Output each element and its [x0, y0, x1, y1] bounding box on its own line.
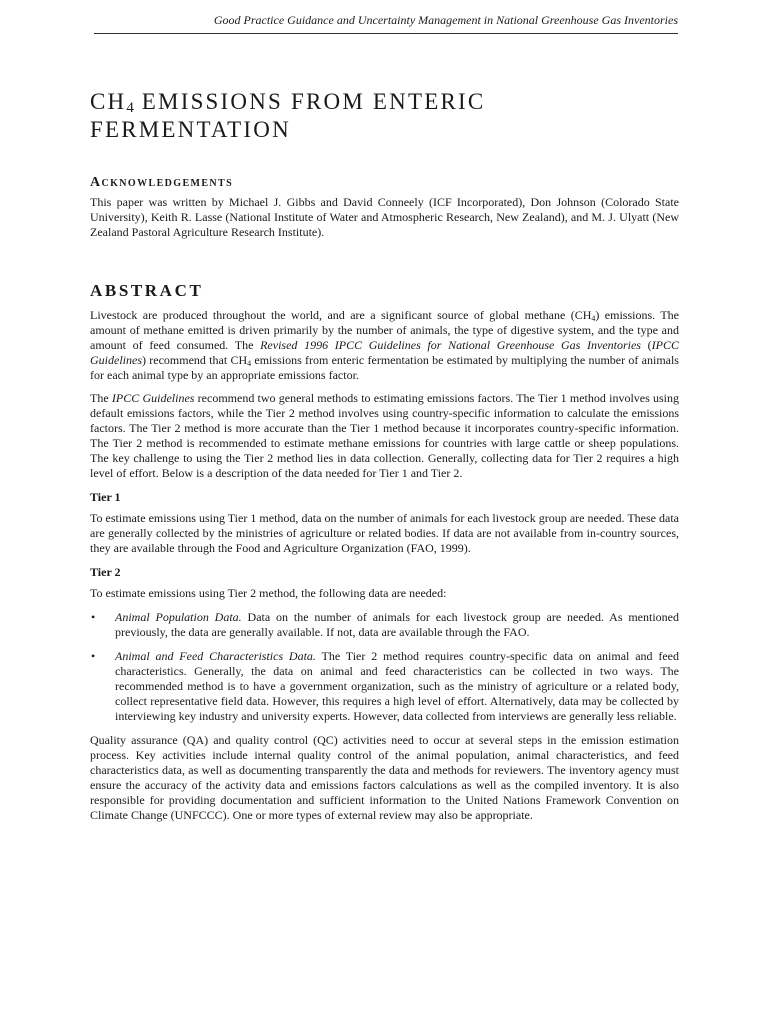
page-content: [90, 88, 679, 823]
title-prefix: CH: [90, 89, 127, 114]
list-item: [90, 649, 679, 724]
bullet-icon: •: [91, 610, 96, 624]
bullet-icon: •: [91, 649, 96, 663]
tier2-data-list: [90, 610, 679, 724]
acknowledgements-text: This paper was written by Michael J. Gibbs and David Conneely (ICF Incorporated), Don Johnson (Colorado State University), Keith R. Lasse (National Institute of Water and Atmospheric Research, New Zealand), and M. J. Ulyatt (New Zealand Pastoral Agriculture Research Institute).: [90, 195, 679, 239]
tier1-heading: Tier 1: [90, 490, 121, 504]
tier2-heading: Tier 2: [90, 565, 121, 579]
acknowledgements-heading: Acknowledgements: [90, 175, 234, 190]
qa-qc-paragraph: Quality assurance (QA) and quality control (QC) activities need to occur at several steps in the emission estimation process. Key activities include internal quality control of the animal population, animal characteristics, and feed characteristics data, as well as documenting transparently the data and methods for reviewers. The inventory agency must ensure the accuracy of the activity data and emissions factors calculations as well as the compiled inventory. It is also responsible for providing documentation and sufficient information to the United Nations Framework Convention on Climate Change (UNFCCC). One or more types of external review may also be appropriate.: [90, 733, 679, 822]
title-line1-rest: EMISSIONS FROM ENTERIC: [133, 89, 486, 114]
running-header: [94, 12, 678, 34]
abstract-heading: ABSTRACT: [90, 281, 204, 300]
list-item-text: Animal and Feed Characteristics Data. The Tier 2 method requires country-specific data on animal and feed characteristics. Generally, the data on animal and feed characteristics can be collected in two ways. The recommended method is to have a government organization, such as the ministry of agriculture or a related body, collect representative field data. However, this requires a high level of effort. Alternatively, data may be collected by interviewing key industry and university experts. However, data collected from interviews are generally less reliable.: [115, 649, 679, 723]
running-header-text: Good Practice Guidance and Uncertainty Management in National Greenhouse Gas Inventories: [213, 13, 678, 27]
page-title: [90, 88, 679, 144]
tier2-intro: To estimate emissions using Tier 2 method, the following data are needed:: [90, 586, 447, 600]
abstract-paragraph-1: Livestock are produced throughout the world, and are a significant source of global methane $(CH_4)$ emissions. The amount of methane emitted is driven primarily by the number of animals, the type of digestive system, and the type and amount of feed consumed. The Revised 1996 IPCC Guidelines for National Greenhouse Gas Inventories (IPCC Guidelines) recommend that $CH_4$ emissions from enteric fermentation be estimated by multiplying the number of animals for each animal type by an appropriate emissions factor.: [90, 308, 680, 382]
list-item: [90, 610, 679, 640]
title-subscript: 4: [126, 100, 134, 116]
abstract-paragraph-2: The IPCC Guidelines recommend two general methods to estimating emissions factors. The Tier 1 method involves using default emissions factors, while the Tier 2 method involves using country-specific information to calculate the emissions factors. The Tier 2 method is more accurate than the Tier 1 method because it incorporates country-specific information. The Tier 2 method is recommended to estimate methane emissions for countries with large cattle or sheep populations. The key challenge to using the Tier 2 method lies in data collection. Generally, collecting data for Tier 2 requires a high level of effort. Below is a description of the data needed for Tier 1 and Tier 2.: [90, 391, 680, 480]
tier1-text: To estimate emissions using Tier 1 method, data on the number of animals for each livestock group are needed. These data are generally collected by the ministries of agriculture or related bodies. If data are not available from in-country sources, they are available through the Food and Agriculture Organization (FAO, 1999).: [90, 511, 679, 555]
title-line2: FERMENTATION: [90, 117, 291, 142]
list-item-text: Animal Population Data. Data on the number of animals for each livestock group are needed. As mentioned previously, the data are generally available. If not, data are available through the FAO.: [115, 610, 679, 639]
